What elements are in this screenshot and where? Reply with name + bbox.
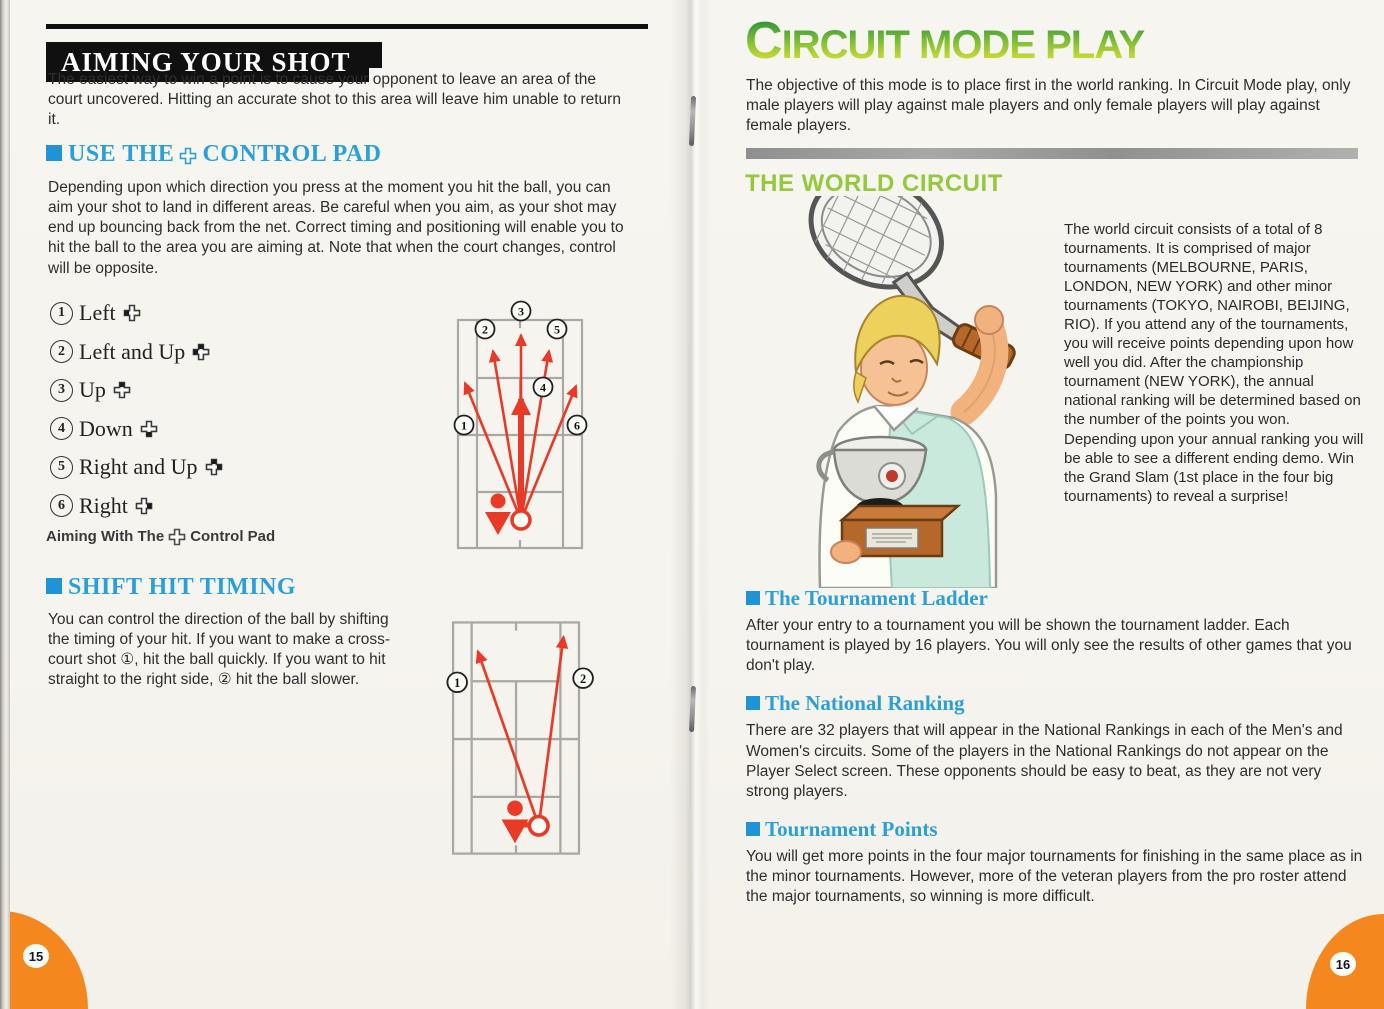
page-edge [0, 0, 10, 1009]
circled-number-icon: 4 [50, 417, 73, 440]
circled-number-icon: 6 [50, 494, 73, 517]
subsections [746, 586, 1366, 922]
subsection-paragraph: After your entry to a tournament you will be shown the tournament ladder. Each tournament is played by 16 players. You will only see the results of other games that you don't play. [746, 617, 1352, 675]
subsection-heading: The Tournament Ladder [746, 586, 1366, 611]
control-pad-icon [168, 531, 186, 548]
subsection-paragraph: You will get more points in the four major tournaments for finishing in the same place as in the minor tournaments. However, more of the veteran players from the pro roster attend the major tournaments, so winning is more difficult. [746, 847, 1363, 906]
orange-corner-left [0, 911, 88, 1009]
page-15 [0, 0, 690, 1009]
subsection-heading: Tournament Points [746, 817, 1366, 842]
world-circuit-heading: THE WORLD CIRCUIT [745, 170, 1003, 197]
control-pad-paragraph: Depending upon which direction you press at the moment you hit the ball, you can aim your shot to land in different areas. Be careful when you aim, as your shot may end up bouncing back from the net. Correct timing and positioning will enable you to hit the ball to the area you are aiming at. Note that when the court changes, control will be opposite. [48, 179, 624, 277]
control-pad-icon [192, 339, 210, 365]
aim-label: Left [79, 300, 116, 326]
world-circuit-paragraph: The world circuit consists of a total of 8 tournaments. It is comprised of major tournaments (MELBOURNE, PARIS, LONDON, NEW YORK) and other minor tournaments (TOKYO, NAIROBI, BEIJING, RIO). If you attend any of the tournaments, you will receive points depending upon how well you did. After the championship tournament (NEW YORK), the annual national ranking will be determined based on the number of the points you won. Depending upon your annual ranking you will be able to see a different ending demo. Win the Grand Slam (1st place in the four big tournaments) to reveal a surprise! [1064, 221, 1364, 505]
player-illustration [742, 196, 1060, 588]
heading-post: CONTROL PAD [202, 141, 382, 167]
left-intro-paragraph: The easiest way to win a point is to cause your opponent to leave an area of the court uncovered. Hitting an accurate shot to this area will leave him unable to return it. [48, 71, 621, 129]
circled-number-icon: 3 [50, 379, 73, 402]
blue-square-icon [746, 822, 760, 836]
svg-text:CIRCUIT MODE PLAY: CIRCUIT MODE PLAY [745, 12, 1145, 70]
control-pad-icon [205, 454, 223, 480]
heading-pre: USE THE [68, 141, 175, 167]
aiming-caption: Aiming With The Control Pad [46, 528, 275, 548]
svg-text:2: 2 [482, 322, 488, 337]
right-intro-paragraph: The objective of this mode is to place first in the world ranking. In Circuit Mode play, only male players will play against male players and only female players will play against female players. [746, 77, 1351, 135]
control-pad-icon [135, 493, 153, 519]
section-heading-shift-timing: SHIFT HIT TIMING [46, 574, 296, 601]
circled-number-icon: 5 [50, 456, 73, 479]
shift-timing-paragraph: You can control the direction of the ball by shifting the timing of your hit. If you want to make a cross-court shot ①, hit the ball quickly. If you want to hit straight to the right side, ② hit the ball slower. [48, 611, 391, 689]
aim-label: Right and Up [79, 454, 198, 480]
page-number-16: 16 [1330, 952, 1356, 976]
section-heading-control-pad [46, 141, 382, 170]
aiming-court-diagram [444, 298, 596, 564]
svg-text:4: 4 [540, 380, 546, 395]
circled-number-icon: 1 [50, 302, 73, 325]
control-pad-icon [140, 416, 158, 442]
blue-square-icon [746, 591, 760, 605]
page-number-15: 15 [23, 944, 49, 968]
subsection-heading: The National Ranking [746, 691, 1366, 716]
page-title-left: AIMING YOUR SHOT [46, 42, 369, 82]
aim-list-item [50, 333, 223, 372]
svg-text:6: 6 [574, 418, 580, 433]
svg-text:3: 3 [518, 304, 524, 319]
divider-bar [746, 148, 1358, 159]
aim-list-item [50, 487, 223, 526]
svg-text:1: 1 [461, 418, 467, 433]
aim-label: Right [79, 492, 128, 518]
blue-square-icon [46, 578, 62, 594]
orange-corner-right [1306, 914, 1384, 1009]
title-rule [46, 24, 648, 29]
circled-number-icon: 2 [50, 340, 73, 363]
aim-list-item [50, 371, 223, 410]
aim-label: Down [79, 415, 133, 441]
subsection-paragraph: There are 32 players that will appear in the National Rankings in each of the Men's and Women's circuits. Some of the players in the National Rankings do not appear on the Player Select screen. These opponents should be easy to beat, as they are not very strong players. [746, 722, 1343, 800]
control-pad-icon [113, 377, 131, 403]
control-pad-icon [123, 300, 141, 326]
svg-text:5: 5 [554, 322, 560, 337]
svg-text:2: 2 [580, 671, 587, 686]
aim-list-item [50, 410, 223, 449]
page-16 [690, 0, 1384, 1009]
page-title-right [743, 8, 1373, 70]
aim-label: Left and Up [79, 338, 186, 364]
blue-square-icon [746, 696, 760, 710]
aim-direction-list [50, 294, 223, 525]
blue-square-icon [46, 145, 62, 161]
timing-court-diagram [422, 608, 608, 866]
aim-list-item [50, 294, 223, 333]
aim-label: Up [79, 377, 106, 403]
svg-text:1: 1 [454, 675, 461, 690]
control-pad-icon [179, 143, 197, 169]
aim-list-item [50, 448, 223, 487]
